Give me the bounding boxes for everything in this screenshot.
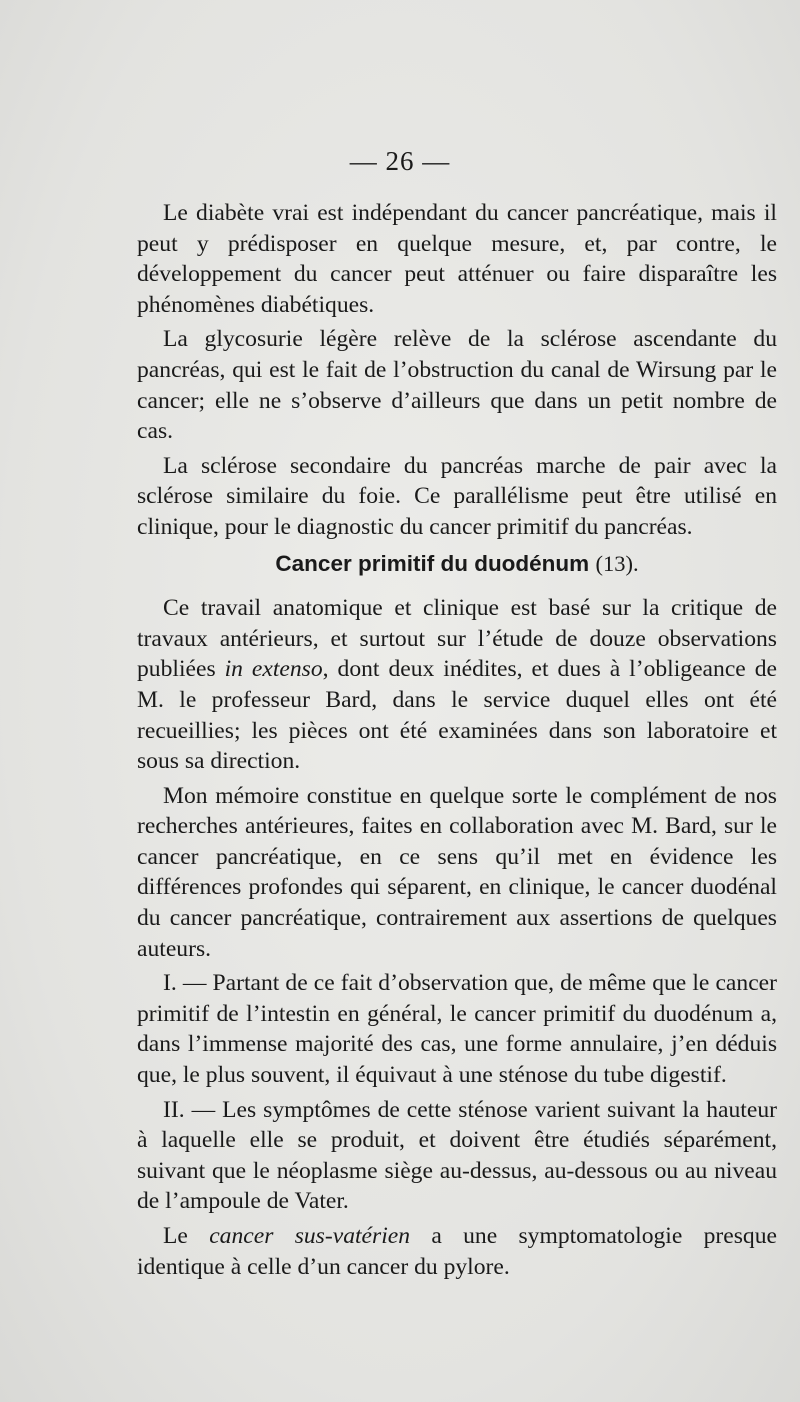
paragraph-memoire: Mon mémoire constitue en quelque sorte le complément de nos recherches antérieures, faites en collaboration avec M. Bard, sur le cancer pancréatique, en ce sens qu’il met en évidence les différences profondes qui séparent, en clinique, le cancer duodénal du cancer pancréatique, contrairement aux assertions de quelques auteurs. [137,782,777,962]
paragraph-sus-vaterien [137,1221,777,1282]
paragraph-travail [137,593,777,777]
body-text [137,198,777,1286]
paragraph-travail-start: Ce travail anatomique et clinique est basé sur la critique de travaux antérieurs, et surtout sur l’étude de douze observations publiées [137,595,777,683]
paragraph-sus-vaterien-end: a une symptomatologie presque identique à celle d’un cancer du pylore. [137,1223,777,1280]
paragraph-point-two: II. — Les symptômes de cette sténose varient suivant la hauteur à laquelle elle se produit, et doivent être étudiés séparément, suivant que le néoplasme siège au-dessus, au-dessous ou au niveau de l’ampoule de Vater. [137,1096,777,1215]
page-number: — 26 — [349,146,451,176]
section-heading [137,549,777,580]
section-reference: (13). [595,550,639,576]
paragraph-point-one: I. — Partant de ce fait d’observation que, de même que le cancer primitif de l’intestin en général, le cancer primitif du duodénum a, dans l’immense majorité des cas, une forme annulaire, j’en déduis que, le plus souvent, il équivaut à une sténose du tube digestif. [137,970,777,1089]
paragraph-diabete: Le diabète vrai est indépendant du cancer pancréatique, mais il peut y prédisposer en quelque mesure, et, par contre, le développement du cancer peut atténuer ou faire disparaître les phénomènes diabétiques. [137,200,777,318]
paragraph-travail-italic: in extenso [224,656,323,683]
paragraph-sus-vaterien-start: Le [163,1223,210,1249]
paragraph-travail-end: , dont deux inédites, et dues à l’obligeance de M. le professeur Bard, dans le service duquel elles ont été recueillies; les pièces ont été examinées dans son laboratoire et sous sa direction. [137,656,778,775]
paragraph-glycosurie: La glycosurie légère relève de la sclérose ascendante du pancréas, qui est le fait de l’obstruction du canal de Wirsung par le cancer; elle ne s’observe d’ailleurs que dans un petit nombre de cas. [137,326,777,445]
paragraph-sclerose: La sclérose secondaire du pancréas marche de pair avec la sclérose similaire du foie. Ce parallélisme peut être utilisé en clinique, pour le diagnostic du cancer primitif du pancréas. [137,452,777,540]
paragraph-sus-vaterien-italic: cancer sus-vatérien [209,1223,411,1249]
section-title: Cancer primitif du duodénum [275,550,590,576]
